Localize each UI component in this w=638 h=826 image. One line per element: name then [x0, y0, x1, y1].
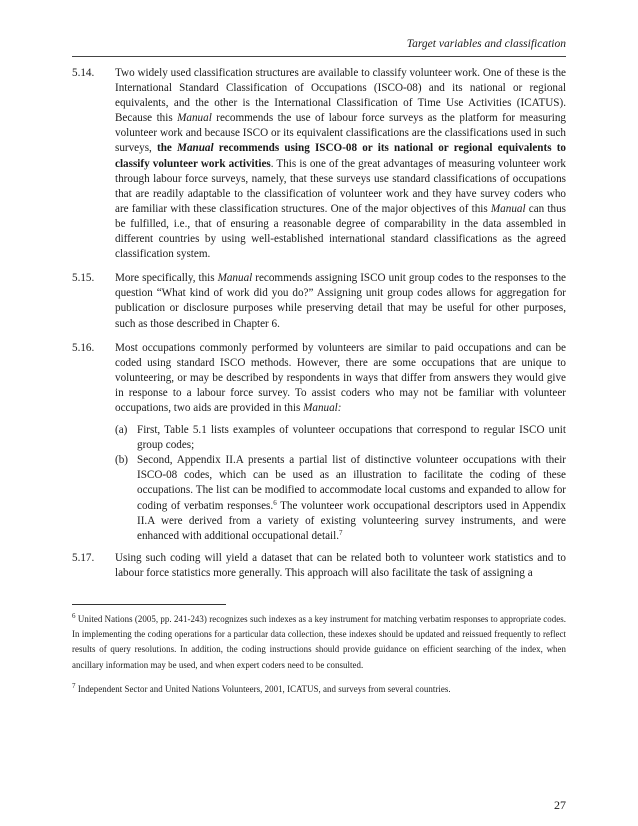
text-run: Most occupations commonly performed by volunteers are similar to paid occupations and can be coded using standard ISCO methods. However, there are some occupations that are unique to volunteering, or may be described by respondents in ways that differ from answers they would give in response to a labour force survey. To assist coders who may not be familiar with volunteer occupations, two aids are provided in this [115, 341, 566, 414]
footnote-ref[interactable]: 6 [273, 498, 277, 507]
aids-list [72, 423, 566, 544]
footnotes [72, 612, 566, 706]
footnote-ref[interactable]: 7 [339, 528, 343, 537]
list-item [115, 423, 566, 453]
text-run: Using such coding will yield a dataset that can be related both to volunteer work statistics and to labour force statistics more generally. This approach will also facilitate the task of assigning a [115, 551, 566, 579]
text-run: can thus be fulfilled, i.e., that of ensuring a reasonable degree of comparability in the data assembled in different countries by using well-established international standard classifications as the agreed classification system. [115, 202, 566, 261]
list-item-letter: (b) [115, 454, 128, 467]
running-header: Target variables and classification [406, 38, 566, 50]
list-item [115, 453, 566, 544]
paragraph-5-15 [72, 271, 566, 331]
paragraph-5-16 [72, 341, 566, 416]
text-run: . This is one of the great advantages of measuring volunteer work through labour force surveys, namely, that these surveys use standard classifications of occupations that are readily adaptable to the classification of volunteer work and they have survey coders who are familiar with these classification structures. One of the major objectives of this [115, 157, 567, 215]
text-run: recommends the use of labour force surveys as the platform for measuring volunteer work and because ISCO or its equivalent classifications are the classifications used in such surveys, [115, 112, 566, 155]
manual-italic: Manual: [303, 401, 342, 414]
list-item-text: The volunteer work occupational descriptors used in Appendix II.A were derived from a variety of existing volunteering survey instruments, and were enhanced with additional occupational detail. [137, 499, 566, 542]
list-item-text: Second, Appendix II.A presents a partial list of distinctive volunteer occupations with their ISCO-08 codes, which can be used as an illustration to facilitate the coding of these occupations. The list can be modified to accommodate local customs and expanded to allow for coding of verbatim responses. [137, 454, 566, 512]
footnote-text: United Nations (2005, pp. 241-243) recognizes such indexes as a key instrument for matching verbatim responses to appropriate codes. In implementing the coding operations for a particular data collection, these indexes should be updated and reissued frequently to reflect results of query resolutions. In addition, the coding instructions should provide guidance on efficient searching of the index, when ancillary information may be used, and when expert coders need to be consulted. [72, 614, 566, 670]
manual-italic: Manual [490, 202, 526, 215]
header-rule [72, 56, 566, 57]
page-number: 27 [554, 798, 566, 812]
bold-run: recommends using ISCO-08 or its national or regional equivalents to classify volunteer work activities [115, 142, 567, 170]
text-run: recommends assigning ISCO unit group codes to the responses to the question “What kind of work did you do?” Assigning unit group codes allows for aggregation for publication or disclosure purposes while preserving detail that may be useful for other purposes, such as those described in Chapter 6. [115, 272, 566, 330]
list-item-letter: (a) [115, 424, 128, 437]
text-run: More specifically, this [115, 272, 218, 285]
paragraph-5-17 [72, 551, 566, 581]
footnote [72, 612, 566, 673]
paragraph-number: 5.16. [72, 341, 95, 354]
text-run: Two widely used classification structures are available to classify volunteer work. One of these is the International Standard Classification of Occupations (ISCO-08) and its national or regional equivalents, and the other is the International Classification of Time Use Activities (ICATUS). Because this [115, 67, 566, 125]
footnote-text: Independent Sector and United Nations Volunteers, 2001, ICATUS, and surveys from several countries. [75, 683, 451, 694]
footnote-separator [72, 604, 226, 605]
paragraph-number: 5.17. [72, 551, 95, 564]
manual-bold-italic: Manual [177, 142, 214, 155]
footnote-number: 6 [72, 612, 76, 620]
paragraph-number: 5.14. [72, 67, 95, 79]
paragraph-number: 5.15. [72, 272, 95, 285]
manual-italic: Manual [177, 112, 212, 125]
footnote [72, 682, 566, 697]
bold-run: the [157, 142, 178, 155]
list-item-text: First, Table 5.1 lists examples of volunteer occupations that correspond to regular ISCO unit group codes; [137, 424, 566, 452]
body-text [72, 66, 566, 590]
paragraph-5-14 [72, 66, 566, 262]
footnote-number: 7 [72, 681, 76, 690]
manual-italic: Manual [217, 272, 253, 285]
